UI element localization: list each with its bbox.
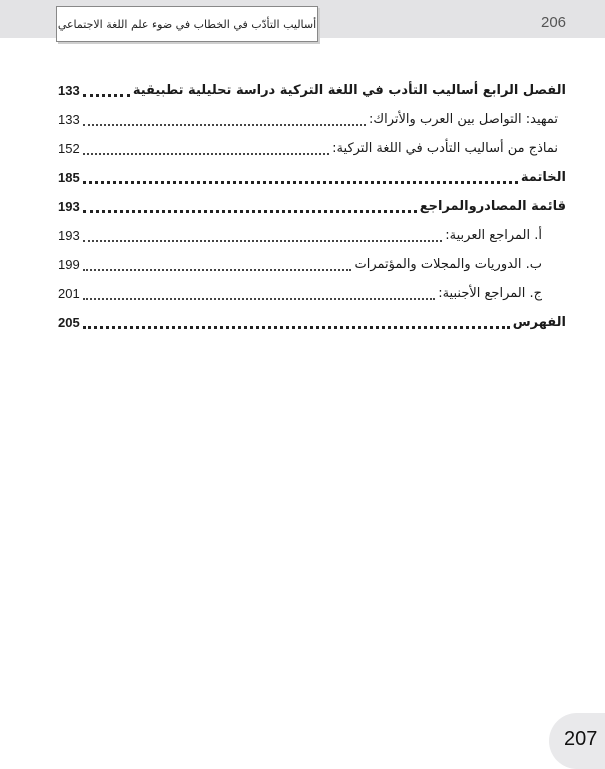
toc-entry[interactable]	[58, 192, 566, 221]
table-of-contents	[58, 76, 566, 337]
toc-entry-title: الفصل الرابع أساليب التأدب في اللغة التركية دراسة تحليلية تطبيقية	[132, 83, 566, 98]
footer-page-number: 207	[564, 728, 598, 750]
toc-entry[interactable]	[58, 279, 566, 308]
toc-entry[interactable]	[58, 134, 566, 163]
toc-entry-page: 133	[58, 83, 80, 98]
toc-entry[interactable]	[58, 221, 566, 250]
running-title: أساليب التأدّب في الخطاب في ضوء علم اللغة الاجتماعي	[57, 17, 317, 31]
toc-entry-title: تمهيد: التواصل بين العرب والأتراك:	[369, 112, 558, 127]
toc-entry-page: 193	[58, 199, 80, 214]
toc-entry-title: الخاتمة	[520, 170, 566, 185]
toc-entry-page: 152	[58, 141, 80, 156]
toc-entry-page: 133	[58, 112, 80, 127]
toc-entry[interactable]	[58, 163, 566, 192]
toc-entry-title: الفهرس	[512, 315, 566, 330]
dot-leader	[83, 200, 417, 213]
dot-leader	[83, 171, 518, 184]
header-page-number: 206	[541, 14, 567, 31]
toc-entry-page: 199	[58, 257, 80, 272]
dot-leader	[83, 84, 130, 97]
toc-entry-page: 205	[58, 315, 80, 330]
toc-entry-page: 201	[58, 286, 80, 301]
dot-leader	[83, 143, 329, 155]
toc-entry-title: نماذج من أساليب التأدب في اللغة التركية:	[332, 141, 558, 156]
toc-entry[interactable]	[58, 308, 566, 337]
running-title-box	[56, 6, 318, 42]
dot-leader	[83, 288, 435, 300]
dot-leader	[83, 316, 510, 329]
toc-entry-page: 193	[58, 228, 80, 243]
toc-entry-title: ج. المراجع الأجنبية:	[438, 286, 542, 301]
toc-entry[interactable]	[58, 76, 566, 105]
toc-entry-title: قائمة المصادروالمراجع	[419, 199, 566, 214]
dot-leader	[83, 114, 366, 126]
toc-entry[interactable]	[58, 105, 566, 134]
toc-entry-page: 185	[58, 170, 80, 185]
toc-entry-title: ب. الدوريات والمجلات والمؤتمرات	[354, 257, 542, 272]
dot-leader	[83, 230, 442, 242]
toc-entry[interactable]	[58, 250, 566, 279]
dot-leader	[83, 259, 351, 271]
toc-entry-title: أ. المراجع العربية:	[445, 228, 542, 243]
